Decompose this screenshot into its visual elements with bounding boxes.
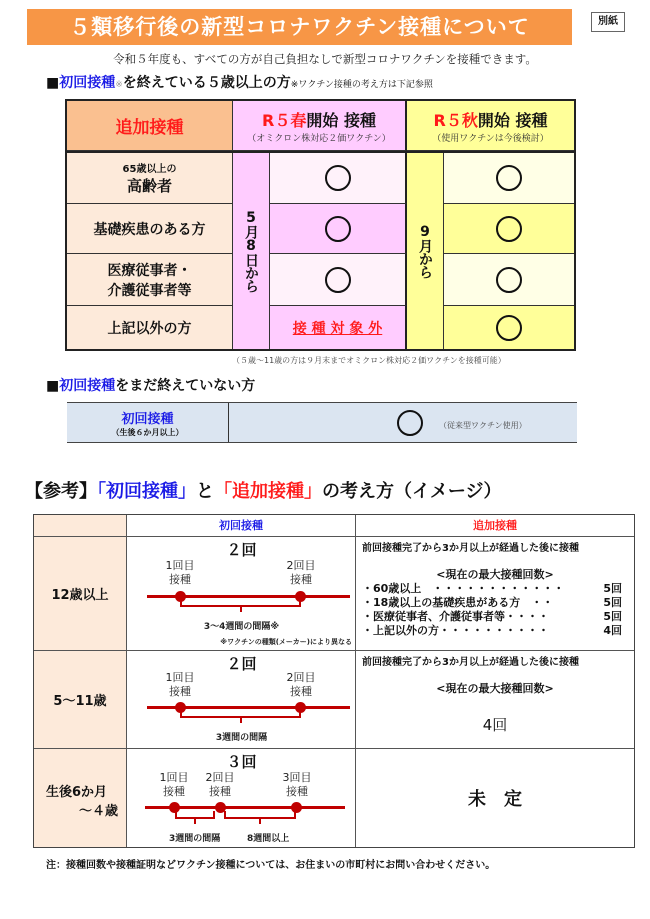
autumn-cell-others	[444, 306, 574, 349]
ref-corner	[34, 515, 127, 537]
spring-cell-medical	[270, 254, 407, 306]
circle-mark-icon	[496, 216, 522, 242]
row-label-underlying: 基礎疾患のある方	[67, 204, 233, 254]
ref-primary-5to11: ２回 1回目 接種 2回目 接種 3週間の間隔	[127, 651, 356, 749]
primary-vaccination-row	[67, 402, 577, 443]
ref-booster-12plus: 前回接種完了から3か月以上が経過した後に接種 <現在の最大接種回数> ・60歳以上 ・・・・・・・・・・・・ 5回 ・18歳以上の基礎疾患がある方 ・・ 5回 ・医療従事者、介護従事者等・・・・ 5回 ・上記以外の方・・・・・・・・・・ 4回	[356, 537, 634, 651]
bullet-icon: ■	[46, 75, 60, 91]
autumn-header: R５秋開始 接種 （使用ワクチンは今後検討）	[407, 101, 574, 151]
reference-heading: 【参考】「初回接種」と「追加接種」の考え方（イメージ）	[25, 481, 502, 502]
row-label-others: 上記以外の方	[67, 306, 233, 349]
attachment-badge: 別紙	[591, 12, 625, 32]
circle-mark-icon	[325, 267, 351, 293]
ref-age-12plus: 12歳以上	[34, 537, 127, 651]
section1-mark: ※	[115, 80, 123, 90]
circle-mark-icon	[397, 410, 423, 436]
circle-mark-icon	[496, 165, 522, 191]
bullet-icon: ■	[46, 378, 60, 394]
section1-heading	[46, 72, 433, 92]
ref-primary-infant: ３回 1回目 接種 2回目 接種 3回目 接種 3週間の間隔 8週間以上	[127, 749, 356, 847]
circle-mark-icon	[325, 165, 351, 191]
ref-primary-12plus: ２回 1回目 接種 2回目 接種 3～4週間の間隔※ ※ワクチンの種類(メーカー)により異なる	[127, 537, 356, 651]
interval-bracket	[224, 811, 296, 819]
autumn-cell-medical	[444, 254, 574, 306]
corner-header: 追加接種	[67, 101, 233, 151]
spring-period: 5月8日から	[233, 153, 270, 349]
spring-cell-elderly	[270, 153, 407, 204]
circle-mark-icon	[325, 216, 351, 242]
booster-schedule-table	[65, 99, 576, 351]
subtitle: 令和５年度も、すべての方が自己負担なしで新型コロナワクチンを接種できます。	[113, 52, 537, 66]
footer-note: 注：接種回数や接種証明などワクチン接種については、お住まいの市町村にお問い合わせください。	[46, 860, 496, 871]
autumn-cell-underlying	[444, 204, 574, 254]
interval-bracket	[175, 811, 215, 819]
page-title: ５類移行後の新型コロナワクチン接種について	[27, 9, 572, 45]
row-label-elderly: 65歳以上の 高齢者	[67, 153, 233, 204]
ref-booster-5to11: 前回接種完了から3か月以上が経過した後に接種 <現在の最大接種回数> 4回	[356, 651, 634, 749]
spring-header: R５春開始 接種 （オミクロン株対応２価ワクチン）	[233, 101, 407, 151]
ref-booster-infant: 未 定	[468, 789, 522, 810]
ref-col-primary: 初回接種	[127, 515, 356, 537]
spring-cell-underlying	[270, 204, 407, 254]
section2-heading: ■初回接種をまだ終えていない方	[46, 378, 256, 394]
row-label-medical: 医療従事者・ 介護従事者等	[67, 254, 233, 306]
primary-label-cell: 初回接種 （生後６か月以上）	[67, 403, 229, 442]
interval-bracket	[180, 599, 301, 607]
section1-highlight: 初回接種	[59, 75, 116, 91]
circle-mark-icon	[496, 267, 522, 293]
interval-bracket	[180, 710, 301, 718]
section1-rest: を終えている５歳以上の方	[122, 75, 291, 91]
circle-mark-icon	[496, 315, 522, 341]
autumn-period: 9月から	[407, 153, 444, 349]
spring-cell-others: 接 種 対 象 外	[270, 306, 407, 349]
ref-age-infant: 生後6か月 ～４歳	[34, 749, 127, 847]
ref-col-booster: 追加接種	[356, 515, 634, 537]
reference-table	[33, 514, 635, 848]
autumn-cell-elderly	[444, 153, 574, 204]
ref-age-5to11: 5～11歳	[34, 651, 127, 749]
primary-note: （従来型ワクチン使用）	[439, 421, 527, 430]
section1-note: ※ワクチン接種の考え方は下記参照	[290, 80, 433, 90]
table1-footnote: （５歳～11歳の方は９月末までオミクロン株対応２価ワクチンを接種可能）	[232, 356, 506, 365]
